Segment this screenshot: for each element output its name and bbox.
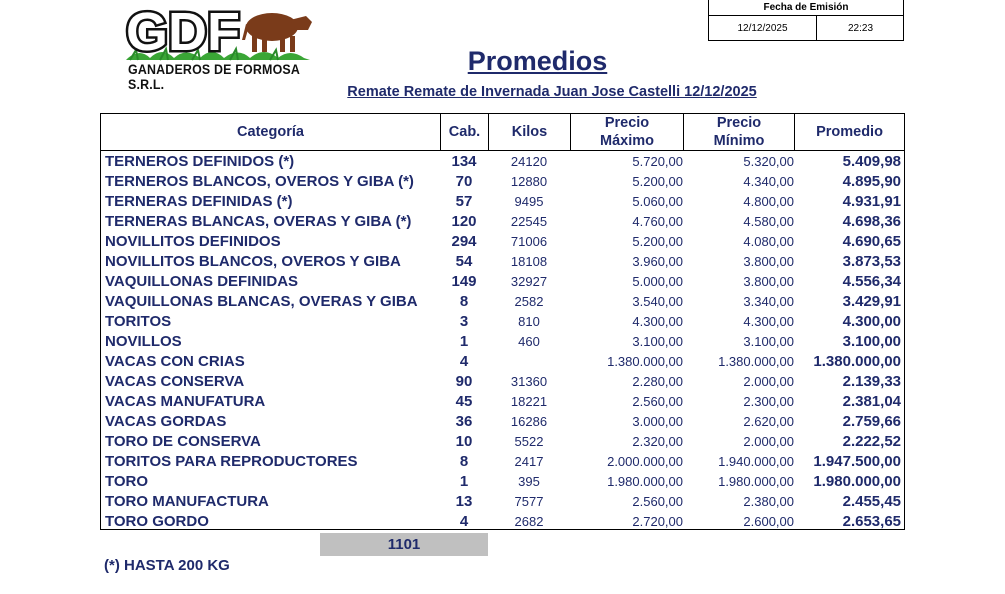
cell-precio-maximo: 2.720,00 [632,514,683,529]
cell-cab: 294 [451,233,477,250]
cell-promedio: 2.653,65 [842,513,901,530]
cell-cab: 120 [451,213,477,230]
cell-promedio: 4.300,00 [842,313,901,330]
header-precio-maximo [570,114,683,150]
cell-precio-minimo: 3.800,00 [743,254,794,269]
cell-cab: 70 [455,173,473,190]
cell-precio-minimo: 1.380.000,00 [718,354,794,369]
cell-kilos: 18108 [510,254,548,269]
cell-precio-minimo: 4.340,00 [743,174,794,189]
cell-kilos: 7577 [514,494,544,509]
cell-precio-maximo: 2.280,00 [632,374,683,389]
header-precio-maximo-line2: Máximo [600,133,654,149]
header-categoria: Categoría [237,124,304,140]
page-title: Promedios [467,46,608,76]
cell-promedio: 5.409,98 [842,153,901,170]
cell-categoria: VACAS CON CRIAS [105,353,245,370]
table-row [101,351,904,371]
cell-categoria: TORITOS PARA REPRODUCTORES [105,453,358,470]
table-row [101,471,904,491]
cell-promedio: 1.980.000,00 [813,473,901,490]
cell-promedio: 2.139,33 [842,373,901,390]
cell-categoria: TERNERAS BLANCAS, OVERAS Y GIBA (*) [105,213,412,230]
cell-cab: 3 [459,313,469,330]
header-precio-maximo-line1: Precio [604,115,650,131]
table-row [101,251,904,271]
averages-table [100,113,905,530]
cell-kilos: 24120 [510,154,548,169]
cell-precio-minimo: 2.620,00 [743,414,794,429]
cell-kilos: 31360 [510,374,548,389]
cell-categoria: VACAS GORDAS [105,413,227,430]
cell-promedio: 4.895,90 [842,173,901,190]
total-cab: 1101 [320,533,488,556]
cell-categoria: TERNEROS BLANCOS, OVEROS Y GIBA (*) [105,173,414,190]
cell-cab: 10 [455,433,473,450]
cell-cab: 90 [455,373,473,390]
cell-precio-minimo: 3.340,00 [743,294,794,309]
cell-precio-maximo: 3.100,00 [632,334,683,349]
header-cab: Cab. [440,114,488,150]
cell-precio-maximo: 5.200,00 [632,174,683,189]
cell-categoria: VAQUILLONAS BLANCAS, OVERAS Y GIBA [105,293,418,310]
cell-categoria: NOVILLITOS DEFINIDOS [105,233,281,250]
company-name: GANADEROS DE FORMOSA S.R.L. [128,62,300,92]
table-row [101,491,904,511]
cell-precio-maximo: 5.720,00 [632,154,683,169]
table-row [101,271,904,291]
cell-precio-minimo: 1.980.000,00 [718,474,794,489]
cell-kilos: 2582 [514,294,544,309]
cell-cab: 8 [459,293,469,310]
emission-date-box [708,0,904,41]
cell-kilos: 71006 [510,234,548,249]
table-row [101,411,904,431]
cell-categoria: NOVILLOS [105,333,182,350]
table-row [101,371,904,391]
cell-precio-maximo: 5.000,00 [632,274,683,289]
cell-cab: 54 [455,253,473,270]
cell-promedio: 2.455,45 [842,493,901,510]
table-row [101,231,904,251]
cell-precio-minimo: 4.080,00 [743,234,794,249]
cell-kilos: 16286 [510,414,548,429]
cell-kilos: 2417 [514,454,544,469]
emission-date: 12/12/2025 [709,16,817,41]
cell-kilos: 12880 [510,174,548,189]
cell-categoria: TORO [105,473,149,490]
cell-promedio: 2.759,66 [842,413,901,430]
cell-precio-minimo: 4.300,00 [743,314,794,329]
cell-precio-maximo: 2.320,00 [632,434,683,449]
table-row [101,291,904,311]
cell-kilos: 18221 [510,394,548,409]
cell-promedio: 2.381,04 [842,393,901,410]
cell-kilos: 810 [518,314,540,329]
cell-cab: 134 [451,153,477,170]
cell-promedio: 2.222,52 [842,433,901,450]
cell-kilos: 2682 [514,514,544,529]
cell-categoria: TERNEROS DEFINIDOS (*) [105,153,295,170]
table-header [101,114,904,151]
table-row [101,331,904,351]
table-row [101,451,904,471]
cell-precio-minimo: 4.800,00 [743,194,794,209]
header-kilos: Kilos [488,114,570,150]
cell-precio-maximo: 5.060,00 [632,194,683,209]
header-precio-minimo [683,114,794,150]
cell-promedio: 4.690,65 [842,233,901,250]
cell-precio-maximo: 2.000.000,00 [607,454,683,469]
cell-precio-minimo: 2.000,00 [743,434,794,449]
cell-cab: 8 [459,453,469,470]
cell-precio-maximo: 4.300,00 [632,314,683,329]
cell-categoria: VAQUILLONAS DEFINIDAS [105,273,299,290]
table-row [101,151,904,171]
cell-kilos [488,351,570,371]
header-precio-minimo-line2: Mínimo [713,133,765,149]
cell-promedio: 4.698,36 [842,213,901,230]
cell-kilos: 9495 [514,194,544,209]
cell-precio-maximo: 1.380.000,00 [607,354,683,369]
cell-categoria: VACAS CONSERVA [105,373,245,390]
cell-precio-minimo: 1.940.000,00 [718,454,794,469]
cell-kilos: 395 [518,474,540,489]
emission-label: Fecha de Emisión [709,0,903,16]
cell-cab: 4 [459,353,469,370]
cell-categoria: TORITOS [105,313,172,330]
cell-precio-maximo: 3.000,00 [632,414,683,429]
table-row [101,511,904,531]
cell-promedio: 4.931,91 [842,193,901,210]
cell-kilos: 32927 [510,274,548,289]
page-subtitle: Remate Remate de Invernada Juan Jose Castelli 12/12/2025 [347,84,757,100]
cell-cab: 1 [459,473,469,490]
table-row [101,311,904,331]
cell-precio-minimo: 3.100,00 [743,334,794,349]
cell-precio-minimo: 2.300,00 [743,394,794,409]
table-row [101,191,904,211]
cell-cab: 45 [455,393,473,410]
header-precio-minimo-line1: Precio [716,115,762,131]
table-row [101,391,904,411]
cell-kilos: 5522 [514,434,544,449]
cell-precio-maximo: 3.540,00 [632,294,683,309]
header-promedio: Promedio [794,114,904,150]
cell-kilos: 460 [518,334,540,349]
cell-categoria: TORO DE CONSERVA [105,433,261,450]
table-body [101,151,904,531]
emission-time: 22:23 [847,23,874,34]
cell-precio-maximo: 1.980.000,00 [607,474,683,489]
cell-precio-maximo: 5.200,00 [632,234,683,249]
cell-categoria: TERNERAS DEFINIDAS (*) [105,193,293,210]
cell-precio-minimo: 2.600,00 [743,514,794,529]
cell-promedio: 1.947.500,00 [813,453,901,470]
cell-categoria: VACAS MANUFATURA [105,393,266,410]
cell-precio-maximo: 2.560,00 [632,394,683,409]
cell-precio-maximo: 2.560,00 [632,494,683,509]
cell-cab: 1 [459,333,469,350]
cell-promedio: 1.380.000,00 [813,353,901,370]
cell-categoria: TORO MANUFACTURA [105,493,269,510]
cell-precio-minimo: 3.800,00 [743,274,794,289]
cell-precio-maximo: 3.960,00 [632,254,683,269]
table-row [101,431,904,451]
cell-categoria: TORO GORDO [105,513,209,530]
cell-cab: 57 [455,193,473,210]
table-row [101,211,904,231]
cell-precio-minimo: 5.320,00 [743,154,794,169]
logo-letters: GDF [126,2,240,62]
cell-promedio: 4.556,34 [842,273,901,290]
cell-precio-minimo: 2.000,00 [743,374,794,389]
cell-promedio: 3.429,91 [842,293,901,310]
cell-cab: 13 [455,493,473,510]
footnote: (*) HASTA 200 KG [104,557,230,574]
cell-promedio: 3.873,53 [842,253,901,270]
table-row [101,171,904,191]
cell-cab: 36 [455,413,473,430]
cell-categoria: NOVILLITOS BLANCOS, OVEROS Y GIBA [105,253,401,270]
cell-cab: 4 [459,513,469,530]
cell-kilos: 22545 [510,214,548,229]
cell-precio-maximo: 4.760,00 [632,214,683,229]
cell-precio-minimo: 4.580,00 [743,214,794,229]
cell-promedio: 3.100,00 [842,333,901,350]
cell-cab: 149 [451,273,477,290]
cell-precio-minimo: 2.380,00 [743,494,794,509]
